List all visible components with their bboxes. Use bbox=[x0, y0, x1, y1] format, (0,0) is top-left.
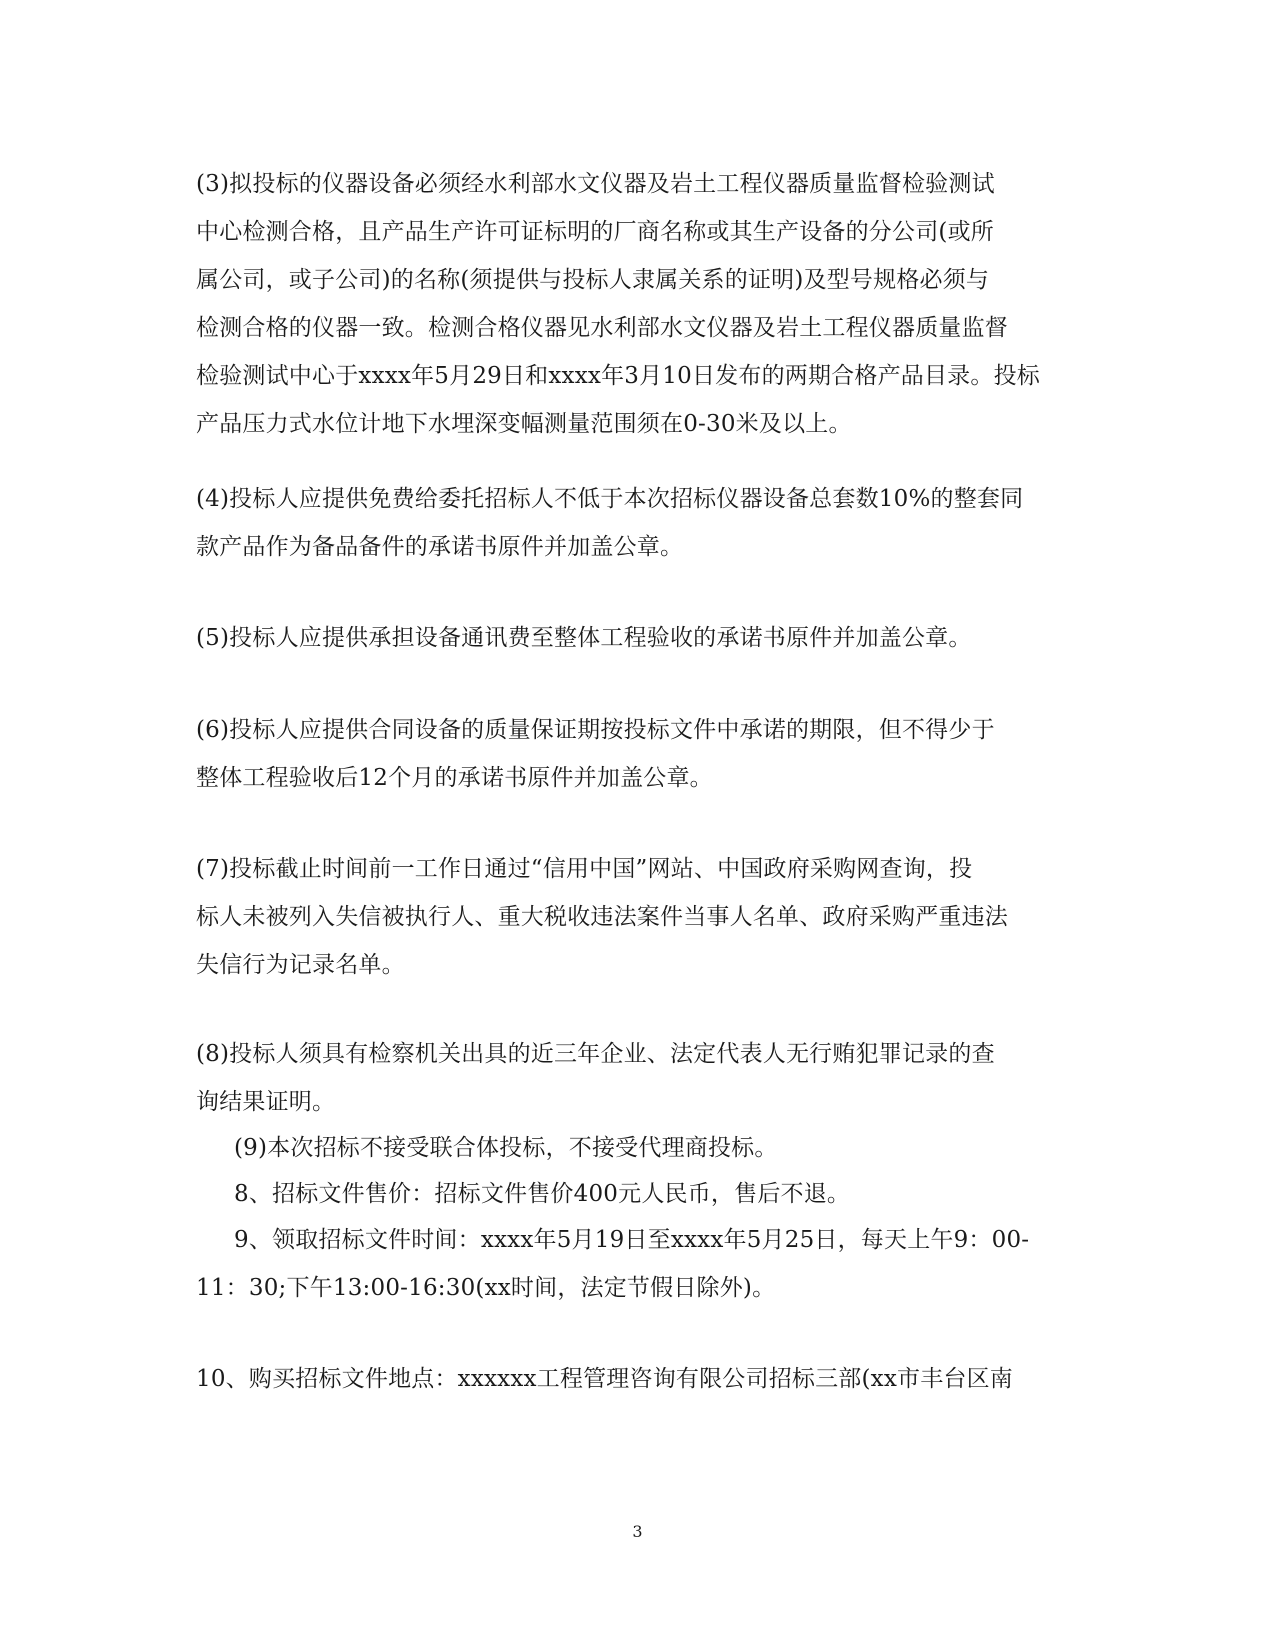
paragraph-line: 检验测试中心于xxxx年5月29日和xxxx年3月10日发布的两期合格产品目录。投标 bbox=[196, 363, 1040, 389]
paragraph-line: 产品压力式水位计地下水埋深变幅测量范围须在0-30米及以上。 bbox=[196, 411, 852, 437]
paragraph-line: (8)投标人须具有检察机关出具的近三年企业、法定代表人无行贿犯罪记录的查 bbox=[196, 1041, 995, 1067]
paragraph-7 bbox=[196, 845, 1076, 989]
paragraph-5 bbox=[196, 614, 1076, 662]
paragraph-line: (5)投标人应提供承担设备通讯费至整体工程验收的承诺书原件并加盖公章。 bbox=[196, 625, 972, 651]
paragraph-line: 中心检测合格，且产品生产许可证标明的厂商名称或其生产设备的分公司(或所 bbox=[196, 219, 994, 245]
paragraph-line: 询结果证明。 bbox=[196, 1089, 336, 1115]
paragraph-line: 属公司，或子公司)的名称(须提供与投标人隶属关系的证明)及型号规格必须与 bbox=[196, 267, 990, 293]
paragraph-line: 8、招标文件售价：招标文件售价400元人民币，售后不退。 bbox=[234, 1181, 851, 1207]
paragraph-line: (9)本次招标不接受联合体投标，不接受代理商投标。 bbox=[234, 1135, 778, 1161]
paragraph-3 bbox=[196, 160, 1076, 448]
paragraph-line: 11：30;下午13:00-16:30(xx时间，法定节假日除外)。 bbox=[196, 1275, 776, 1301]
paragraph-8 bbox=[196, 1030, 1076, 1126]
paragraph-line: (6)投标人应提供合同设备的质量保证期按投标文件中承诺的期限，但不得少于 bbox=[196, 717, 995, 743]
paragraph-line: 款产品作为备品备件的承诺书原件并加盖公章。 bbox=[196, 534, 684, 560]
paragraph-6 bbox=[196, 706, 1076, 802]
item-9 bbox=[196, 1216, 1076, 1312]
paragraph-4 bbox=[196, 475, 1076, 571]
paragraph-line: (7)投标截止时间前一工作日通过“信用中国”网站、中国政府采购网查询，投 bbox=[196, 856, 973, 882]
paragraph-line: 9、领取招标文件时间：xxxx年5月19日至xxxx年5月25日，每天上午9：00- bbox=[234, 1227, 1030, 1253]
paragraph-line: 检测合格的仪器一致。检测合格仪器见水利部水文仪器及岩土工程仪器质量监督 bbox=[196, 315, 1008, 341]
item-10 bbox=[196, 1355, 1076, 1403]
paragraph-line: 整体工程验收后12个月的承诺书原件并加盖公章。 bbox=[196, 765, 713, 791]
paragraph-line: 10、购买招标文件地点：xxxxxx工程管理咨询有限公司招标三部(xx市丰台区南 bbox=[196, 1366, 1014, 1392]
page-number: 3 bbox=[632, 1522, 643, 1541]
paragraph-line: (4)投标人应提供免费给委托招标人不低于本次招标仪器设备总套数10%的整套同 bbox=[196, 486, 1024, 512]
paragraph-line: 标人未被列入失信被执行人、重大税收违法案件当事人名单、政府采购严重违法 bbox=[196, 904, 1008, 930]
item-8 bbox=[234, 1170, 1076, 1218]
paragraph-line: (3)拟投标的仪器设备必须经水利部水文仪器及岩土工程仪器质量监督检验测试 bbox=[196, 171, 995, 197]
paragraph-line: 失信行为记录名单。 bbox=[196, 952, 405, 978]
paragraph-9 bbox=[234, 1124, 1076, 1172]
